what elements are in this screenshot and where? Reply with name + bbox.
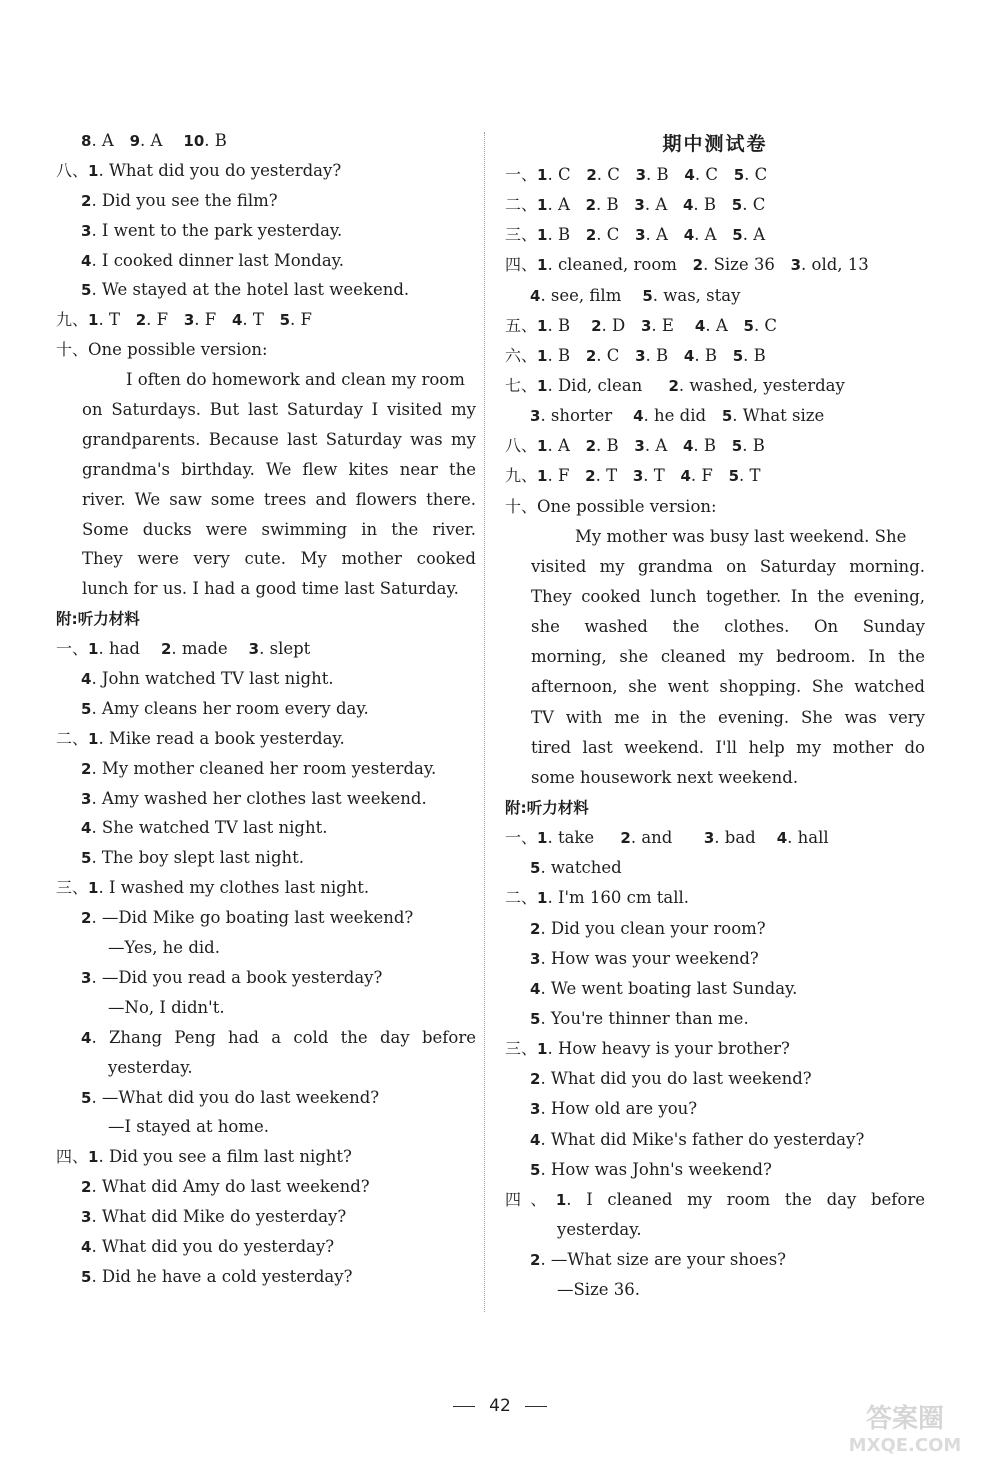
right-line: 一、1. C 2. C 3. B 4. C 5. C — [505, 165, 768, 184]
left-line: 2. My mother cleaned her room yesterday. — [81, 758, 437, 778]
left-line: river. We saw some trees and flowers there. — [82, 489, 476, 509]
section-title: 期中测试卷 — [662, 133, 768, 155]
right-line: 3. shorter 4. he did 5. What size — [530, 406, 825, 426]
left-line: 2. —Did Mike go boating last weekend? — [81, 908, 414, 928]
left-line: grandma's birthday. We flew kites near the — [82, 459, 476, 479]
right-line: 4. see, film 5. was, stay — [530, 285, 741, 305]
left-line: grandparents. Because last Saturday was my — [82, 429, 476, 449]
left-line: They were very cute. My mother cooked — [82, 549, 476, 569]
right-line: 3. How was your weekend? — [530, 948, 759, 968]
left-line: 5. —What did you do last weekend? — [81, 1087, 380, 1107]
left-line: 5. The boy slept last night. — [81, 848, 305, 868]
right-line: 八、1. A 2. B 3. A 4. B 5. B — [505, 436, 765, 456]
footer-dash-left — [453, 1406, 475, 1407]
right-line: 四、1. I cleaned my room the day before — [505, 1189, 925, 1209]
right-line: 2. —What size are your shoes? — [530, 1250, 787, 1270]
right-line: visited my grandma on Saturday morning. — [531, 556, 925, 576]
right-line: 七、1. Did, clean 2. washed, yesterday — [505, 375, 845, 395]
right-line: 九、1. F 2. T 3. T 4. F 5. T — [505, 466, 761, 486]
right-line: 4. We went boating last Sunday. — [530, 978, 798, 998]
right-line: They cooked lunch together. In the evening, — [531, 586, 925, 606]
left-line: 三、1. I washed my clothes last night. — [56, 878, 370, 898]
left-line: 5. We stayed at the hotel last weekend. — [81, 280, 410, 300]
right-line: tired last weekend. I'll help my mother do — [531, 737, 925, 757]
left-line: 附:听力材料 — [56, 610, 140, 629]
left-line: 3. —Did you read a book yesterday? — [81, 967, 383, 987]
left-line: yesterday. — [108, 1057, 193, 1077]
right-line: 3. How old are you? — [530, 1099, 698, 1119]
right-line: —Size 36. — [557, 1280, 641, 1300]
left-line: —No, I didn't. — [108, 997, 225, 1017]
right-line: 5. How was John's weekend? — [530, 1159, 772, 1179]
right-line: 十、One possible version: — [505, 496, 717, 516]
right-line: 5. watched — [530, 858, 622, 878]
left-line: 十、One possible version: — [56, 340, 268, 360]
right-line: 附:听力材料 — [505, 798, 589, 817]
left-line: 四、1. Did you see a film last night? — [56, 1147, 352, 1167]
right-line: 四、1. cleaned, room 2. Size 36 3. old, 13 — [505, 255, 869, 275]
right-line: 4. What did Mike's father do yesterday? — [530, 1129, 865, 1149]
right-line: she washed the clothes. On Sunday — [531, 617, 925, 637]
watermark-logo — [830, 1397, 980, 1457]
left-line: 2. Did you see the film? — [81, 190, 278, 210]
right-line: My mother was busy last weekend. She — [575, 526, 907, 546]
right-line: morning, she cleaned my bedroom. In the — [531, 647, 925, 667]
right-line: 5. You're thinner than me. — [530, 1008, 749, 1028]
right-line: 三、1. B 2. C 3. A 4. A 5. A — [505, 225, 766, 245]
right-line: 2. Did you clean your room? — [530, 918, 766, 938]
right-line: 二、1. I'm 160 cm tall. — [505, 888, 690, 908]
left-line: on Saturdays. But last Saturday I visited my — [82, 400, 476, 420]
right-line: 六、1. B 2. C 3. B 4. B 5. B — [505, 345, 766, 365]
left-line: 4. She watched TV last night. — [81, 818, 328, 838]
left-line: 4. What did you do yesterday? — [81, 1236, 335, 1256]
right-line: 五、1. B 2. D 3. E 4. A 5. C — [505, 315, 778, 335]
left-line: 一、1. had 2. made 3. slept — [56, 639, 311, 659]
right-line: TV with me in the evening. She was very — [531, 707, 925, 727]
left-line: 5. Amy cleans her room every day. — [81, 698, 369, 718]
right-column — [505, 128, 925, 1305]
right-line: 三、1. How heavy is your brother? — [505, 1039, 790, 1059]
left-line: 2. What did Amy do last weekend? — [81, 1177, 370, 1197]
left-line: I often do homework and clean my room — [126, 370, 465, 390]
left-line: —Yes, he did. — [108, 938, 220, 958]
right-line: afternoon, she went shopping. She watched — [531, 677, 925, 697]
left-line: 八、1. What did you do yesterday? — [56, 160, 342, 180]
left-line: —I stayed at home. — [108, 1117, 270, 1137]
svg-text:MXQE.COM: MXQE.COM — [848, 1435, 962, 1456]
left-line: 3. What did Mike do yesterday? — [81, 1207, 347, 1227]
column-divider — [484, 132, 485, 1312]
right-line: 二、1. A 2. B 3. A 4. B 5. C — [505, 195, 766, 215]
right-line: 一、1. take 2. and 3. bad 4. hall — [505, 828, 829, 848]
left-line: 8. A 9. A 10. B — [81, 131, 227, 150]
left-line: 二、1. Mike read a book yesterday. — [56, 728, 345, 748]
left-column — [56, 126, 476, 1292]
left-line: lunch for us. I had a good time last Saturday. — [82, 579, 459, 599]
left-line: 3. I went to the park yesterday. — [81, 220, 343, 240]
left-line: 5. Did he have a cold yesterday? — [81, 1266, 353, 1286]
left-line: Some ducks were swimming in the river. — [82, 519, 476, 539]
left-line: 3. Amy washed her clothes last weekend. — [81, 788, 427, 808]
left-line: 4. John watched TV last night. — [81, 669, 334, 689]
left-line: 4. I cooked dinner last Monday. — [81, 250, 345, 270]
right-line: yesterday. — [557, 1219, 642, 1239]
page-number: 42 — [489, 1396, 511, 1416]
left-line: 九、1. T 2. F 3. F 4. T 5. F — [56, 310, 312, 330]
footer-dash-right — [525, 1406, 547, 1407]
left-line: 4. Zhang Peng had a cold the day before — [81, 1027, 476, 1047]
right-line: some housework next weekend. — [531, 767, 799, 787]
right-line: 2. What did you do last weekend? — [530, 1069, 812, 1089]
right-lines — [505, 160, 925, 1305]
svg-text:答案圈: 答案圈 — [865, 1404, 945, 1434]
